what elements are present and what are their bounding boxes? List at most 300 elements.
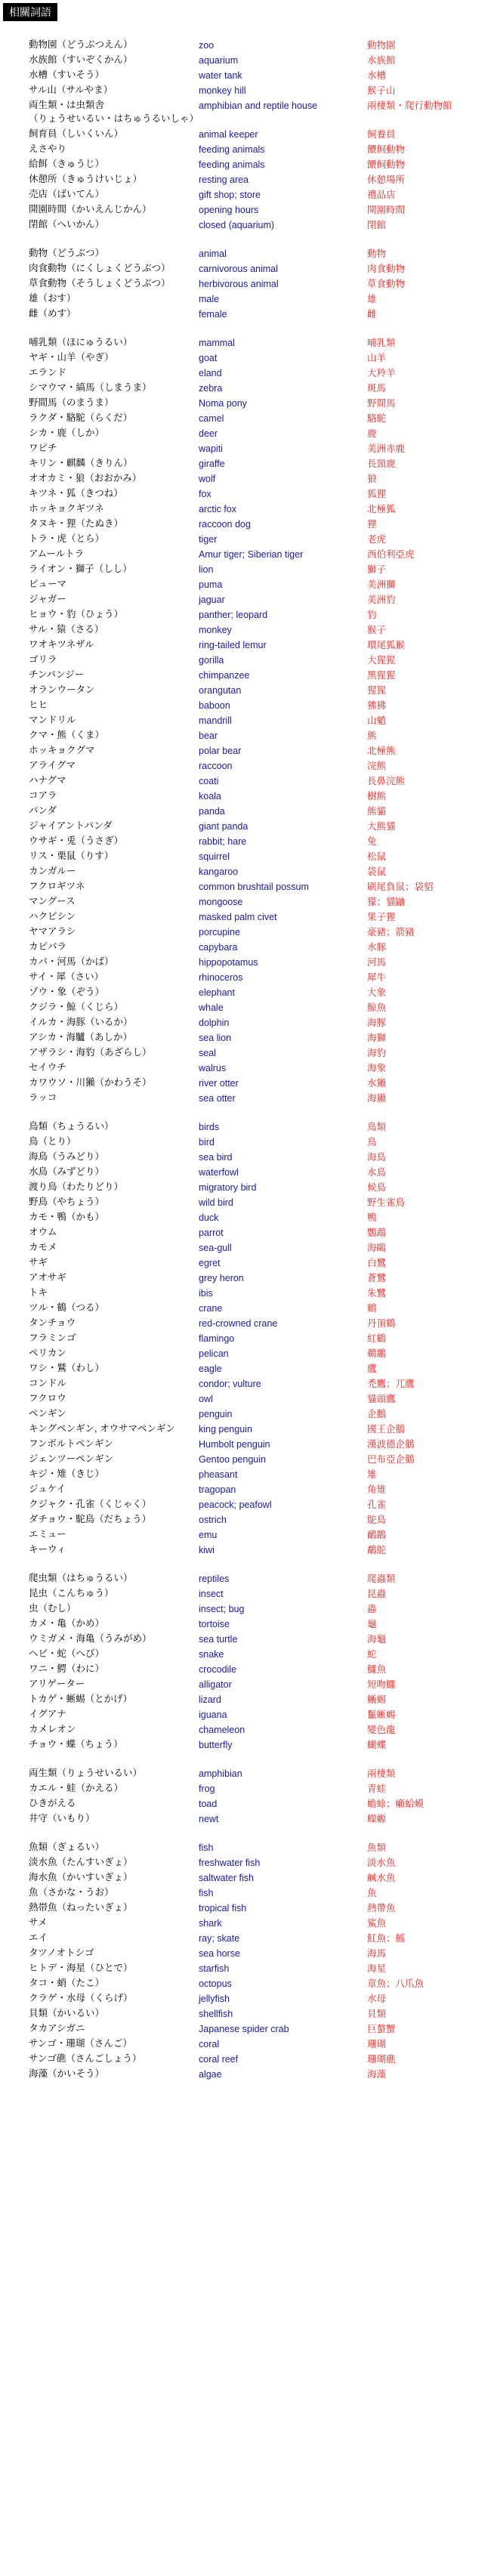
chinese-term: 朱鷺 <box>367 1288 387 1299</box>
english-term: insect; bug <box>199 1604 245 1614</box>
japanese-term <box>29 1901 133 1914</box>
chinese-term: 珊瑚 <box>367 2039 387 2049</box>
chinese-term: 國王企鵝 <box>367 1424 406 1435</box>
vocabulary-row <box>0 1855 491 1870</box>
chinese-term: 巴布亞企鵝 <box>367 1454 415 1465</box>
vocabulary-row <box>0 910 491 925</box>
japanese-term <box>29 547 84 561</box>
japanese-term <box>29 1046 152 1059</box>
english-term: feeding animals <box>199 144 265 155</box>
chinese-term: 餵飼動物 <box>367 159 406 170</box>
japanese-term <box>29 1195 104 1209</box>
japanese-term-text: ワニ・鰐（わに） <box>29 1663 105 1674</box>
chinese-term: 刷尾負鼠；袋貂 <box>367 882 434 892</box>
japanese-term-text: 井守（いもり） <box>29 1813 95 1824</box>
japanese-term-text: マンドリル <box>29 715 76 725</box>
chinese-term: 狼 <box>367 474 377 484</box>
english-term: masked palm civet <box>199 912 277 922</box>
chinese-term: 鷹 <box>367 1364 377 1374</box>
chinese-term: 草食動物 <box>367 279 406 289</box>
vocabulary-row <box>0 1076 491 1091</box>
japanese-term <box>29 698 48 712</box>
chinese-term: 海馬 <box>367 1948 387 1959</box>
japanese-term-text: 水槽（すいそう） <box>29 69 105 80</box>
chinese-term: 大象 <box>367 987 387 998</box>
english-term: rhinoceros <box>199 972 243 983</box>
chinese-term: 漢波德企鵝 <box>367 1439 415 1450</box>
vocabulary-row <box>0 1286 491 1301</box>
english-term: wild bird <box>199 1197 233 1208</box>
japanese-term-text: ウサギ・兎（うさぎ） <box>29 836 124 846</box>
japanese-term-text: 動物園（どうぶつえん） <box>29 39 133 50</box>
english-term: capybara <box>199 942 238 953</box>
chinese-term: 海鷗 <box>367 1243 387 1253</box>
japanese-term-text: マングース <box>29 896 76 907</box>
japanese-term-text: ワオキツネザル <box>29 639 94 650</box>
chinese-term: 猩猩 <box>367 685 387 696</box>
japanese-term-text: キーウィ <box>29 1544 66 1555</box>
chinese-term: 美洲豹 <box>367 595 396 605</box>
chinese-term: 鯨魚 <box>367 1002 387 1013</box>
chinese-term: 海獅 <box>367 1033 387 1043</box>
japanese-term-text: 水鳥（みずどり） <box>29 1166 105 1177</box>
chinese-term: 哺乳類 <box>367 338 396 348</box>
japanese-term <box>29 1766 142 1780</box>
japanese-term <box>29 1120 114 1133</box>
japanese-term <box>29 1870 133 1884</box>
japanese-term-text: ひきがえる <box>29 1798 76 1808</box>
japanese-term-text: ラッコ <box>29 1092 57 1103</box>
english-term: mandrill <box>199 715 232 726</box>
japanese-term <box>29 1632 152 1645</box>
english-term: sea-gull <box>199 1243 232 1253</box>
chinese-term: 貓頭鷹 <box>367 1394 396 1404</box>
japanese-term-text: ヘビ・蛇（へび） <box>29 1648 105 1659</box>
chinese-term: 蝴蝶 <box>367 1740 387 1750</box>
japanese-term-text: ライオン・獅子（しし） <box>29 564 132 574</box>
chinese-term: 松鼠 <box>367 851 387 862</box>
english-term: newt <box>199 1814 219 1824</box>
vocabulary-row <box>0 1165 491 1180</box>
chinese-term: 雌 <box>367 309 377 320</box>
english-term: eland <box>199 368 222 378</box>
vocabulary-row <box>0 1812 491 1827</box>
english-term: pelican <box>199 1348 229 1359</box>
english-term: puma <box>199 579 223 590</box>
english-term: shark <box>199 1918 222 1929</box>
english-term: pheasant <box>199 1469 238 1480</box>
english-term: tiger <box>199 534 218 545</box>
japanese-term-text: キジ・雉（きじ） <box>29 1469 104 1479</box>
japanese-term <box>29 1256 48 1269</box>
japanese-term <box>29 940 66 953</box>
english-term: common brushtail possum <box>199 882 309 892</box>
vocabulary-row <box>0 202 491 218</box>
vocabulary-row <box>0 307 491 322</box>
vocabulary-row <box>0 1015 491 1030</box>
vocabulary-row <box>0 1422 491 1437</box>
chinese-term: 變色龍 <box>367 1725 396 1735</box>
japanese-term <box>29 1737 123 1751</box>
english-term: jaguar <box>199 595 225 605</box>
japanese-term <box>29 834 123 848</box>
english-term: algae <box>199 2069 222 2080</box>
vocabulary-row <box>0 1195 491 1210</box>
japanese-term <box>29 68 104 82</box>
chinese-term: 樹熊 <box>367 791 387 802</box>
japanese-term <box>29 38 133 51</box>
english-term: feeding animals <box>199 159 265 170</box>
english-term: crane <box>199 1303 223 1314</box>
japanese-term <box>29 879 85 893</box>
chinese-term: 豹 <box>367 610 377 620</box>
vocabulary-row <box>0 743 491 758</box>
japanese-term-text: サギ <box>29 1257 48 1268</box>
vocabulary-row <box>0 728 491 743</box>
japanese-term <box>29 1452 113 1466</box>
japanese-term <box>29 292 76 305</box>
vocabulary-row <box>0 864 491 879</box>
japanese-term <box>29 1647 104 1660</box>
chinese-term: 蜥蜴 <box>367 1694 387 1705</box>
chinese-term: 北極熊 <box>367 746 396 756</box>
vocabulary-row <box>0 879 491 894</box>
japanese-term-text: ハクビシン <box>29 911 76 922</box>
english-term: owl <box>199 1394 213 1404</box>
vocabulary-row <box>0 366 491 381</box>
vocabulary-row <box>0 804 491 819</box>
japanese-term <box>29 502 104 515</box>
english-term: reptiles <box>199 1574 230 1584</box>
english-term: elephant <box>199 987 235 998</box>
japanese-term-text: アムールトラ <box>29 548 85 559</box>
chinese-term: 老虎 <box>367 534 387 545</box>
japanese-term <box>29 1781 123 1795</box>
japanese-term-text: ペンギン <box>29 1408 66 1419</box>
vocabulary-row <box>0 1376 491 1391</box>
english-term: Noma pony <box>199 398 247 409</box>
english-term: sea lion <box>199 1033 232 1043</box>
vocabulary-row <box>0 1707 491 1722</box>
japanese-term <box>29 1422 175 1435</box>
vocabulary-row <box>0 396 491 411</box>
japanese-term-text: 虫（むし） <box>29 1603 76 1614</box>
chinese-term: 禿鷹；兀鷹 <box>367 1379 415 1389</box>
english-term: shellfish <box>199 2009 233 2019</box>
english-term: rabbit; hare <box>199 836 247 847</box>
japanese-term-text: ツル・鶴（つる） <box>29 1302 105 1313</box>
japanese-term <box>29 1976 104 1990</box>
vocabulary-row <box>0 1497 491 1512</box>
japanese-term-text: アリゲーター <box>29 1679 85 1689</box>
vocabulary-row <box>0 1737 491 1753</box>
japanese-term <box>29 1931 48 1944</box>
vocabulary-row <box>0 1946 491 1961</box>
japanese-term <box>29 276 171 290</box>
chinese-term: 海豹 <box>367 1048 387 1058</box>
japanese-term-text: 開園時間（かいえんじかん） <box>29 204 152 215</box>
vocabulary-row <box>0 2067 491 2082</box>
vocabulary-list <box>0 38 491 2096</box>
english-term: starfish <box>199 1963 230 1974</box>
japanese-term-text: キリン・麒麟（きりん） <box>29 458 133 468</box>
japanese-term-text: ヤマアラシ <box>29 926 76 937</box>
japanese-term <box>29 1840 104 1854</box>
vocabulary-row <box>0 1061 491 1076</box>
english-term: tragopan <box>199 1484 236 1495</box>
japanese-term-text: チョウ・蝶（ちょう） <box>29 1739 123 1750</box>
chinese-term: 動物 <box>367 249 387 259</box>
vocabulary-row <box>0 955 491 970</box>
vocabulary-row <box>0 532 491 547</box>
english-term: insect <box>199 1589 224 1599</box>
english-term: giraffe <box>199 459 225 469</box>
chinese-term: 水豚 <box>367 942 387 953</box>
vocabulary-row <box>0 83 491 98</box>
japanese-term-text: 雄（おす） <box>29 293 76 304</box>
english-term: flamingo <box>199 1333 235 1344</box>
japanese-term <box>29 246 104 260</box>
japanese-term <box>29 985 104 999</box>
chinese-term: 昆蟲 <box>367 1589 387 1599</box>
vocabulary-row <box>0 1662 491 1677</box>
chinese-term: 紅鶴 <box>367 1333 387 1344</box>
japanese-term-text: カピバラ <box>29 941 67 952</box>
japanese-term <box>29 1812 95 1825</box>
english-term: chameleon <box>199 1725 246 1735</box>
japanese-term-text: アオサギ <box>29 1272 66 1283</box>
japanese-term-text: カモメ <box>29 1242 57 1252</box>
english-term: snake <box>199 1649 224 1660</box>
chinese-term: 蛇 <box>367 1649 377 1660</box>
japanese-term-text: カエル・蛙（かえる） <box>29 1783 124 1793</box>
english-term: animal keeper <box>199 129 258 140</box>
japanese-term <box>29 864 76 878</box>
english-term: ring-tailed lemur <box>199 640 267 650</box>
chinese-term: 駱駝 <box>367 413 387 424</box>
japanese-term <box>29 894 76 908</box>
japanese-term-text: 休憩所（きゅうけいじょ） <box>29 174 143 184</box>
japanese-term-text: トカゲ・蜥蜴（とかげ） <box>29 1694 133 1704</box>
japanese-term-text: 海水魚（かいすいぎょ） <box>29 1872 133 1883</box>
japanese-term-text: セイウチ <box>29 1062 66 1073</box>
english-term: toad <box>199 1799 218 1809</box>
vocabulary-row <box>0 1677 491 1692</box>
japanese-term-text: ホッキョクギツネ <box>29 503 104 514</box>
japanese-term-text: トラ・虎（とら） <box>29 533 105 544</box>
japanese-term <box>29 1210 104 1224</box>
vocabulary-row <box>0 970 491 985</box>
japanese-term-text: 熱帯魚（ねったいぎょ） <box>29 1902 133 1913</box>
japanese-term <box>29 517 123 530</box>
english-term: aquarium <box>199 55 239 66</box>
english-term: kiwi <box>199 1545 215 1555</box>
japanese-term <box>29 1796 76 1810</box>
english-term: birds <box>199 1122 220 1132</box>
english-term: herbivorous animal <box>199 279 279 289</box>
japanese-term-text: タツノオトシゴ <box>29 1947 94 1958</box>
vocabulary-row <box>0 1407 491 1422</box>
japanese-term <box>29 532 104 545</box>
english-term: hippopotamus <box>199 957 258 968</box>
vocabulary-row <box>0 1586 491 1602</box>
vocabulary-row <box>0 577 491 592</box>
japanese-term <box>29 187 104 201</box>
english-term: seal <box>199 1048 216 1058</box>
japanese-term-text: ワピチ <box>29 443 57 453</box>
english-term: jellyfish <box>199 1994 230 2004</box>
vocabulary-row <box>0 1916 491 1931</box>
chinese-term: 鯊魚 <box>367 1918 387 1929</box>
japanese-term <box>29 381 152 394</box>
english-term: fish <box>199 1888 214 1898</box>
chinese-term: 猴子 <box>367 625 387 635</box>
japanese-term-text: クジャク・孔雀（くじゃく） <box>29 1499 152 1509</box>
japanese-term-text: 売店（ばいてん） <box>29 189 105 199</box>
chinese-term: 海星 <box>367 1963 387 1974</box>
english-term: red-crowned crane <box>199 1318 278 1329</box>
japanese-term-text: ハナグマ <box>29 775 66 786</box>
vocabulary-row <box>0 1391 491 1407</box>
japanese-term-text: 給餌（きゅうじ） <box>29 159 105 169</box>
vocabulary-row <box>0 698 491 713</box>
japanese-term <box>29 607 123 621</box>
japanese-term-text: 水族館（すいぞくかん） <box>29 54 133 65</box>
japanese-term-text: 肉食動物（にくしょくどうぶつ） <box>29 263 171 273</box>
english-term: dolphin <box>199 1018 230 1028</box>
japanese-term-text: カワウソ・川獺（かわうそ） <box>29 1077 152 1088</box>
japanese-term-text: アシカ・海驢（あしか） <box>29 1032 133 1042</box>
japanese-term <box>29 592 66 606</box>
chinese-term: 犀牛 <box>367 972 387 983</box>
vocabulary-row <box>0 1766 491 1781</box>
japanese-term <box>29 1361 104 1375</box>
japanese-term <box>29 638 94 651</box>
japanese-term <box>29 426 104 440</box>
vocabulary-row <box>0 713 491 728</box>
japanese-term-text: エイ <box>29 1932 48 1943</box>
japanese-term-text: ジェンツーペンギン <box>29 1453 114 1464</box>
vocabulary-row <box>0 486 491 502</box>
japanese-term <box>29 1497 151 1511</box>
japanese-term <box>29 1707 66 1721</box>
japanese-term-text: クマ・熊（くま） <box>29 730 105 740</box>
english-term: wolf <box>199 474 216 484</box>
vocabulary-row <box>0 441 491 456</box>
chinese-term: 袋鼠 <box>367 866 387 877</box>
japanese-term <box>29 804 57 817</box>
english-term: opening hours <box>199 205 259 215</box>
japanese-term-text: カバ・河馬（かば） <box>29 956 114 967</box>
page-title: 相關詞語 <box>3 3 57 21</box>
japanese-term-text: 魚（さかな・うお） <box>29 1887 114 1898</box>
vocabulary-row <box>0 471 491 486</box>
english-term: lizard <box>199 1694 221 1705</box>
japanese-term <box>29 1346 66 1360</box>
chinese-term: 章魚；八爪魚 <box>367 1978 425 1989</box>
japanese-term-text: リス・栗鼠（りす） <box>29 851 114 861</box>
vocabulary-row <box>0 2022 491 2037</box>
english-term: king penguin <box>199 1424 252 1435</box>
japanese-term <box>29 351 114 364</box>
vocabulary-row <box>0 1781 491 1796</box>
english-term: camel <box>199 413 224 424</box>
english-term: gorilla <box>199 655 224 666</box>
vocabulary-row <box>0 1046 491 1061</box>
chinese-term: 大猩猩 <box>367 655 396 666</box>
japanese-term <box>29 1677 85 1691</box>
japanese-term <box>29 411 132 425</box>
japanese-term <box>29 396 114 409</box>
english-term: closed (aquarium) <box>199 220 275 230</box>
vocabulary-row <box>0 351 491 366</box>
japanese-term <box>29 728 104 742</box>
japanese-term <box>29 83 113 97</box>
chinese-term: 鷸鴕 <box>367 1545 387 1555</box>
english-term: ibis <box>199 1288 213 1299</box>
english-term: bear <box>199 730 218 741</box>
japanese-term-text: 渡り鳥（わたりどり） <box>29 1181 124 1192</box>
japanese-term-text: カンガルー <box>29 866 76 876</box>
english-term: mammal <box>199 338 235 348</box>
vocabulary-row <box>0 592 491 607</box>
japanese-term-text: 両生類（りょうせいるい） <box>29 1768 143 1778</box>
japanese-term-text: サメ <box>29 1917 48 1928</box>
chinese-term: 水母 <box>367 1994 387 2004</box>
english-term: condor; vulture <box>199 1379 261 1389</box>
chinese-term: 鴕鳥 <box>367 1515 387 1525</box>
japanese-term-text: パンダ <box>29 805 57 816</box>
japanese-term-text: サル・猿（さる） <box>29 624 104 635</box>
vocabulary-group <box>0 1840 491 2082</box>
english-term: animal <box>199 249 227 259</box>
english-term: panther; leopard <box>199 610 268 620</box>
english-term: lion <box>199 564 214 575</box>
japanese-term <box>29 1015 133 1029</box>
chinese-term: 熊貓 <box>367 806 387 817</box>
japanese-term-text: 飼育員（しいくいん） <box>29 128 124 139</box>
japanese-term <box>29 1662 104 1676</box>
vocabulary-row <box>0 834 491 849</box>
vocabulary-row <box>0 653 491 668</box>
japanese-term-text: コアラ <box>29 790 57 801</box>
japanese-term-text: クジラ・鯨（くじら） <box>29 1002 124 1012</box>
english-term: grey heron <box>199 1273 244 1283</box>
vocabulary-row <box>0 1361 491 1376</box>
english-term: wapiti <box>199 443 223 454</box>
vocabulary-row <box>0 758 491 774</box>
japanese-term <box>29 127 123 141</box>
chinese-term: 青蛙 <box>367 1784 387 1794</box>
english-term: octopus <box>199 1978 232 1989</box>
japanese-term <box>29 819 113 832</box>
vocabulary-row <box>0 985 491 1000</box>
english-term: iguana <box>199 1710 227 1720</box>
chinese-term: 山羊 <box>367 353 387 363</box>
chinese-term: 鹿 <box>367 428 377 439</box>
japanese-term-text: タカアシガニ <box>29 2023 85 2034</box>
english-term: sea horse <box>199 1948 240 1959</box>
vocabulary-row <box>0 292 491 307</box>
vocabulary-row <box>0 940 491 955</box>
japanese-term <box>29 1000 123 1014</box>
japanese-term-text: ダチョウ・駝鳥（だちょう） <box>29 1514 152 1524</box>
english-term: waterfowl <box>199 1167 239 1178</box>
vocabulary-row <box>0 1120 491 1135</box>
japanese-term <box>29 335 132 349</box>
japanese-term-text: クラゲ・水母（くらげ） <box>29 1993 133 2003</box>
chinese-term: 龜 <box>367 1619 377 1629</box>
